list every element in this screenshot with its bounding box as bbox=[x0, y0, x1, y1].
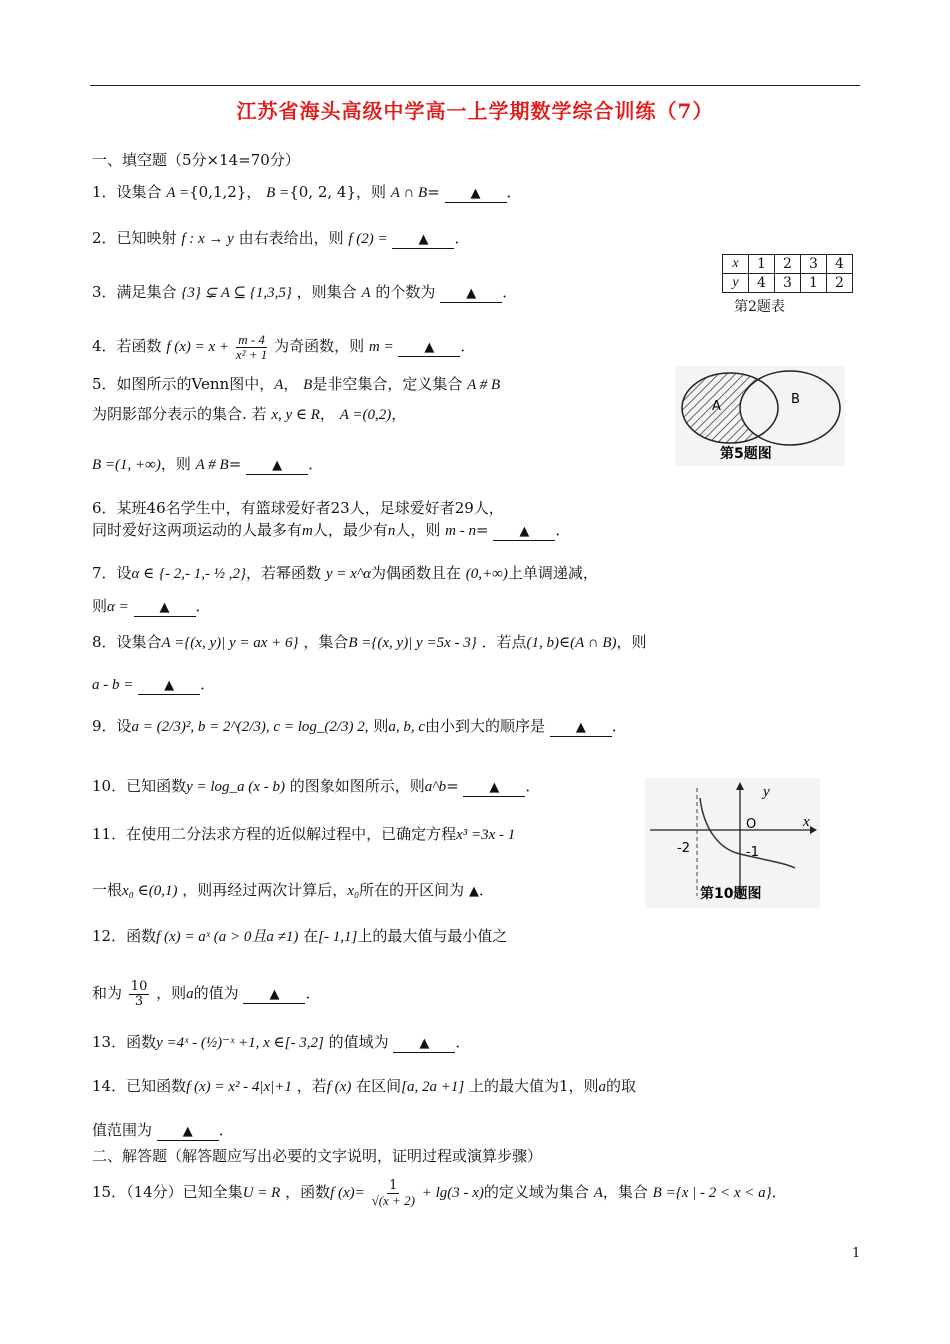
question-2: 2．已知映射 f : x → y 由右表给出，则 f (2) = ▲ ． bbox=[92, 229, 470, 247]
fraction: $\frac{1}{√(x + 2)}$ bbox=[371, 1177, 415, 1208]
answer-blank: ▲ bbox=[157, 1122, 219, 1141]
svg-text:-2: -2 bbox=[677, 841, 690, 856]
answer-blank: ▲ bbox=[398, 338, 460, 357]
answer-blank: ▲ bbox=[463, 778, 525, 797]
answer-blank: ▲ bbox=[393, 1034, 455, 1053]
question-5-line-1: 5．如图所示的Venn图中，A， B是非空集合，定义集合 A # B bbox=[92, 375, 501, 393]
page-title: 江苏省海头高级中学高一上学期数学综合训练（7） bbox=[236, 99, 714, 123]
answer-blank: ▲ bbox=[445, 184, 507, 203]
fraction: $\frac{m - 4}{\text{x² + 1}}$ bbox=[235, 331, 268, 362]
svg-text:O: O bbox=[746, 817, 757, 832]
figure-5-caption: 第5题图 bbox=[720, 446, 772, 462]
svg-text:y: y bbox=[763, 784, 770, 800]
set-a-label: A bbox=[712, 399, 721, 414]
question-9: 9．设a = (2/3)², b = 2^(2/3), c = log_(2/3) 2, 则a, b, c由小到大的顺序是 ▲ ． bbox=[92, 717, 627, 735]
answer-blank: ▲ bbox=[493, 522, 555, 541]
question-8-line-1: 8．设集合A ={(x, y)| y = ax + 6} ，集合B ={(x, y)| y =5x - 3} ．若点(1, b)∈(A ∩ B)，则 bbox=[92, 633, 647, 651]
question-6-line-1: 6．某班46名学生中，有篮球爱好者23人，足球爱好者29人， bbox=[92, 499, 504, 517]
question-8-line-2: a - b = ▲ ． bbox=[92, 675, 216, 693]
question-12-line-1: 12．函数f (x) = aˣ (a > 0且a ≠1) 在[- 1,1]上的最大值与最小值之 bbox=[92, 927, 508, 945]
question-13: 13．函数y =4ˣ - (½)⁻ˣ +1, x ∈[- 3,2] 的值域为 ▲ ． bbox=[92, 1033, 471, 1051]
figure-10-caption: 第10题图 bbox=[700, 886, 762, 902]
set-b-label: B bbox=[791, 392, 800, 407]
question-15: 15．（14分）已知全集U = R ，函数f (x)= $\frac{1}{√(x + 2)}$ + lg(3 - x)的定义域为集合 A，集合 B ={x | - 2 < x < a}． bbox=[92, 1177, 787, 1208]
svg-text:x: x bbox=[803, 814, 810, 830]
question-6-line-2: 同时爱好这两项运动的人最多有m人，最少有n人，则 m - n= ▲ ． bbox=[92, 521, 571, 539]
question-11-line-1: 11．在使用二分法求方程的近似解过程中，已确定方程x³ =3x - 1 bbox=[92, 825, 516, 843]
page-number: 1 bbox=[852, 1246, 861, 1261]
svg-text:-1: -1 bbox=[746, 845, 759, 860]
question-7-line-1: 7．设α ∈ {- 2,- 1,- ½ ,2}，若幂函数 y = x^α为偶函数且在 (0,+∞)上单调递减， bbox=[92, 564, 598, 582]
question-5-line-3: B =(1, +∞)，则 A # B= ▲ ． bbox=[92, 455, 324, 473]
log-graph-figure bbox=[645, 778, 820, 908]
venn-diagram-figure bbox=[675, 366, 845, 466]
answer-blank: ▲ bbox=[134, 598, 196, 617]
section-2-heading: 二、解答题（解答题应写出必要的文字说明，证明过程或演算步骤） bbox=[92, 1147, 543, 1165]
question-3: 3．满足集合 {3} ⊊ A ⊆ {1,3,5} ，则集合 A 的个数为 ▲ ． bbox=[92, 283, 518, 301]
answer-blank: ▲ bbox=[392, 230, 454, 249]
top-rule bbox=[90, 85, 860, 86]
answer-blank: ▲ bbox=[440, 284, 502, 303]
question-14-line-1: 14．已知函数f (x) = x² - 4|x|+1 ，若f (x) 在区间[a, 2a +1] 上的最大值为1，则a的取 bbox=[92, 1077, 637, 1095]
question-4: 4．若函数 f (x) = x + $\frac{m - 4}{\text{x² + 1}}$ 为奇函数，则 m = ▲ ． bbox=[92, 331, 476, 362]
question-14-line-2: 值范围为 ▲ ． bbox=[92, 1121, 234, 1139]
section-1-heading: 一、填空题（5分×14=70分） bbox=[92, 151, 300, 169]
answer-blank: ▲ bbox=[246, 456, 308, 475]
question-7-line-2: 则α = ▲ ． bbox=[92, 597, 211, 615]
fraction: $\frac{10}{3}$ bbox=[130, 978, 148, 1009]
table-caption: 第2题表 bbox=[734, 299, 785, 315]
answer-blank: ▲ bbox=[243, 985, 305, 1004]
question-5-line-2: 为阴影部分表示的集合. 若 x, y ∈ R， A =(0,2)， bbox=[92, 405, 407, 423]
mapping-table: x 1 2 3 4 y 4 3 1 2 bbox=[722, 254, 853, 293]
question-1: 1．设集合 A ={0,1,2}， B ={0, 2, 4}，则 A ∩ B= ▲ ． bbox=[92, 183, 522, 201]
question-10: 10．已知函数y = log_a (x - b) 的图象如图所示，则a^b= ▲ ． bbox=[92, 777, 541, 795]
question-12-line-2: 和为 $\frac{10}{3}$ ，则a的值为 ▲ ． bbox=[92, 978, 321, 1009]
answer-blank: ▲ bbox=[550, 718, 612, 737]
question-11-line-2: 一根x₀ ∈(0,1) ，则再经过两次计算后，x₀所在的开区间为 ▲． bbox=[92, 881, 494, 899]
answer-blank: ▲ bbox=[138, 676, 200, 695]
